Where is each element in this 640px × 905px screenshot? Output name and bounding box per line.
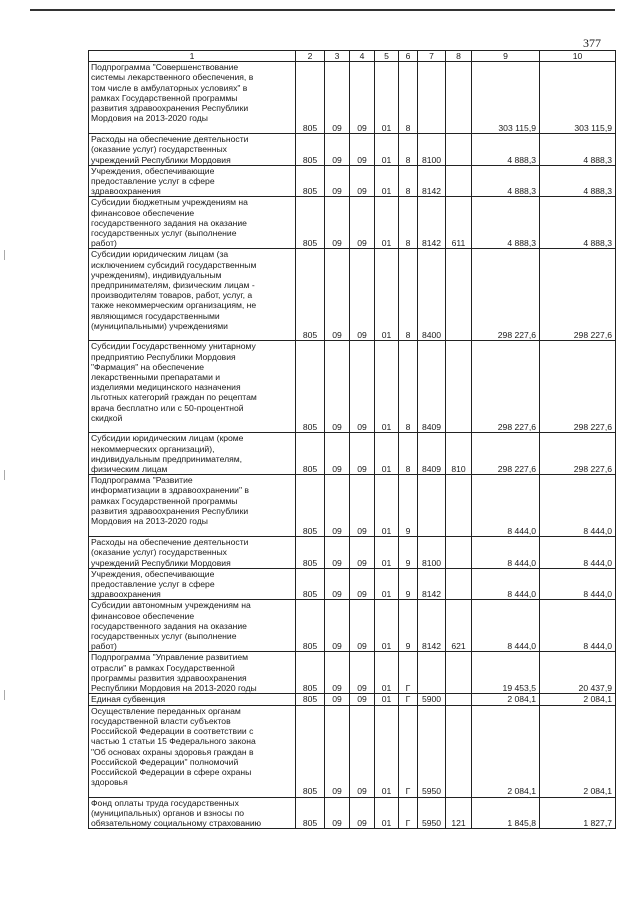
- amount-cell: 8 444,0: [540, 537, 616, 569]
- code-cell: 805: [296, 568, 325, 600]
- code-cell: 09: [350, 797, 375, 829]
- amount-cell: 4 888,3: [540, 165, 616, 197]
- table-row: [89, 433, 616, 475]
- code-cell: 01: [375, 62, 399, 134]
- code-cell: 01: [375, 341, 399, 433]
- code-cell: [446, 249, 472, 341]
- code-cell: 09: [350, 341, 375, 433]
- code-cell: 8400: [418, 249, 446, 341]
- table-row: [89, 165, 616, 197]
- code-cell: 8142: [418, 600, 446, 652]
- code-cell: [446, 134, 472, 166]
- code-cell: [446, 62, 472, 134]
- page-number: 377: [583, 36, 601, 50]
- code-cell: 01: [375, 652, 399, 694]
- code-cell: 01: [375, 797, 399, 829]
- code-cell: 09: [325, 652, 350, 694]
- amount-cell: 8 444,0: [540, 568, 616, 600]
- code-cell: 121: [446, 797, 472, 829]
- code-cell: 805: [296, 433, 325, 475]
- code-cell: 8: [399, 197, 418, 249]
- code-cell: 01: [375, 537, 399, 569]
- amount-cell: 298 227,6: [540, 341, 616, 433]
- column-header-5: 5: [375, 51, 399, 62]
- code-cell: 09: [350, 537, 375, 569]
- code-cell: 09: [325, 475, 350, 537]
- amount-cell: 4 888,3: [472, 134, 540, 166]
- amount-cell: 298 227,6: [472, 433, 540, 475]
- code-cell: 8100: [418, 134, 446, 166]
- code-cell: Г: [399, 694, 418, 705]
- table-row: [89, 249, 616, 341]
- row-description: Учреждения, обеспечивающие предоставление услуг в сфере здравоохранения: [89, 165, 296, 197]
- code-cell: 8409: [418, 433, 446, 475]
- code-cell: 805: [296, 165, 325, 197]
- code-cell: 01: [375, 475, 399, 537]
- code-cell: 09: [350, 249, 375, 341]
- code-cell: 09: [325, 134, 350, 166]
- amount-cell: 4 888,3: [540, 134, 616, 166]
- code-cell: 09: [350, 165, 375, 197]
- table-row: [89, 62, 616, 134]
- column-header-10: 10: [540, 51, 616, 62]
- column-header-1: 1: [89, 51, 296, 62]
- amount-cell: 20 437,9: [540, 652, 616, 694]
- code-cell: 5900: [418, 694, 446, 705]
- code-cell: 01: [375, 134, 399, 166]
- code-cell: 01: [375, 694, 399, 705]
- code-cell: 01: [375, 165, 399, 197]
- code-cell: 805: [296, 197, 325, 249]
- row-description: Подпрограмма "Управление развитием отрасли" в рамках Государственной программы развития здравоохранения Республики Мордовия на 2013-2020 годы: [89, 652, 296, 694]
- table-row: [89, 537, 616, 569]
- row-description: Субсидии Государственному унитарному предприятию Республики Мордовия "Фармация" на обеспечение лекарственными препаратами и изделиями медицинского назначения льготных категорий граждан по рецептам врача бесплатно или с 50-процентной скидкой: [89, 341, 296, 433]
- code-cell: 805: [296, 600, 325, 652]
- code-cell: 09: [325, 341, 350, 433]
- margin-mark: [4, 250, 5, 260]
- code-cell: 09: [350, 134, 375, 166]
- table-row: [89, 475, 616, 537]
- code-cell: 8409: [418, 341, 446, 433]
- amount-cell: 2 084,1: [472, 705, 540, 797]
- code-cell: 01: [375, 705, 399, 797]
- amount-cell: 1 827,7: [540, 797, 616, 829]
- code-cell: [446, 652, 472, 694]
- code-cell: 8142: [418, 568, 446, 600]
- row-description: Фонд оплаты труда государственных (муниципальных) органов и взносы по обязательному социальному страхованию: [89, 797, 296, 829]
- code-cell: 5950: [418, 705, 446, 797]
- code-cell: 01: [375, 600, 399, 652]
- amount-cell: 4 888,3: [472, 165, 540, 197]
- amount-cell: 303 115,9: [472, 62, 540, 134]
- margin-mark: [4, 690, 5, 700]
- code-cell: 805: [296, 652, 325, 694]
- amount-cell: 8 444,0: [472, 475, 540, 537]
- code-cell: 01: [375, 197, 399, 249]
- table-header-row: [89, 51, 616, 62]
- row-description: Единая субвенция: [89, 694, 296, 705]
- code-cell: 8: [399, 134, 418, 166]
- code-cell: [418, 62, 446, 134]
- row-description: Подпрограмма "Совершенствование системы лекарственного обеспечения, в том числе в амбулаторных условиях" в рамках Государственной программы развития здравоохранения Республики Мордовия на 2013-2020 годы: [89, 62, 296, 134]
- code-cell: 09: [350, 568, 375, 600]
- column-header-2: 2: [296, 51, 325, 62]
- code-cell: 09: [325, 537, 350, 569]
- code-cell: Г: [399, 705, 418, 797]
- table-row: [89, 341, 616, 433]
- code-cell: 805: [296, 249, 325, 341]
- code-cell: 09: [325, 568, 350, 600]
- row-description: Расходы на обеспечение деятельности (оказание услуг) государственных учреждений Республики Мордовия: [89, 537, 296, 569]
- code-cell: 805: [296, 705, 325, 797]
- code-cell: 611: [446, 197, 472, 249]
- code-cell: 09: [325, 797, 350, 829]
- amount-cell: 8 444,0: [472, 537, 540, 569]
- code-cell: 09: [350, 433, 375, 475]
- code-cell: [446, 475, 472, 537]
- margin-mark: [4, 470, 5, 480]
- column-header-6: 6: [399, 51, 418, 62]
- code-cell: 9: [399, 568, 418, 600]
- code-cell: 09: [325, 165, 350, 197]
- code-cell: [446, 341, 472, 433]
- amount-cell: 2 084,1: [540, 705, 616, 797]
- code-cell: 09: [325, 600, 350, 652]
- amount-cell: 298 227,6: [472, 249, 540, 341]
- code-cell: 09: [325, 433, 350, 475]
- table-row: [89, 134, 616, 166]
- column-header-4: 4: [350, 51, 375, 62]
- code-cell: 805: [296, 341, 325, 433]
- amount-cell: 4 888,3: [540, 197, 616, 249]
- code-cell: 8142: [418, 165, 446, 197]
- table-row: [89, 797, 616, 829]
- code-cell: 09: [350, 705, 375, 797]
- code-cell: 09: [325, 197, 350, 249]
- table-row: [89, 600, 616, 652]
- row-description: Расходы на обеспечение деятельности (оказание услуг) государственных учреждений Республики Мордовия: [89, 134, 296, 166]
- code-cell: 9: [399, 537, 418, 569]
- code-cell: 09: [350, 62, 375, 134]
- code-cell: 09: [350, 694, 375, 705]
- code-cell: 805: [296, 537, 325, 569]
- code-cell: 01: [375, 568, 399, 600]
- code-cell: 5950: [418, 797, 446, 829]
- code-cell: 01: [375, 249, 399, 341]
- amount-cell: 8 444,0: [472, 600, 540, 652]
- top-scan-rule: [30, 9, 615, 11]
- amount-cell: 19 453,5: [472, 652, 540, 694]
- code-cell: 805: [296, 797, 325, 829]
- row-description: Учреждения, обеспечивающие предоставление услуг в сфере здравоохранения: [89, 568, 296, 600]
- code-cell: 01: [375, 433, 399, 475]
- amount-cell: 298 227,6: [472, 341, 540, 433]
- table-row: [89, 652, 616, 694]
- column-header-3: 3: [325, 51, 350, 62]
- code-cell: [446, 568, 472, 600]
- table-row: [89, 568, 616, 600]
- code-cell: 09: [325, 62, 350, 134]
- code-cell: 8: [399, 341, 418, 433]
- code-cell: 621: [446, 600, 472, 652]
- budget-table: [88, 50, 616, 829]
- row-description: Субсидии юридическим лицам (кроме некоммерческих организаций), индивидуальным предпринимателям, физическим лицам: [89, 433, 296, 475]
- code-cell: 810: [446, 433, 472, 475]
- table-body: [89, 62, 616, 829]
- row-description: Субсидии бюджетным учреждениям на финансовое обеспечение государственного задания на оказание государственных услуг (выполнение работ): [89, 197, 296, 249]
- code-cell: [446, 705, 472, 797]
- amount-cell: 298 227,6: [540, 249, 616, 341]
- amount-cell: 303 115,9: [540, 62, 616, 134]
- code-cell: 8100: [418, 537, 446, 569]
- table-row: [89, 705, 616, 797]
- column-header-9: 9: [472, 51, 540, 62]
- code-cell: 805: [296, 62, 325, 134]
- code-cell: [446, 165, 472, 197]
- code-cell: [418, 475, 446, 537]
- row-description: Осуществление переданных органам государственной власти субъектов Российской Федерации в соответствии с частью 1 статьи 15 Федерального закона "Об основах охраны здоровья граждан в Российской Федерации" полномочий Российской Федерации в сфере охраны здоровья: [89, 705, 296, 797]
- amount-cell: 4 888,3: [472, 197, 540, 249]
- amount-cell: 2 084,1: [540, 694, 616, 705]
- code-cell: [446, 537, 472, 569]
- row-description: Субсидии автономным учреждениям на финансовое обеспечение государственного задания на оказание государственных услуг (выполнение работ): [89, 600, 296, 652]
- amount-cell: 298 227,6: [540, 433, 616, 475]
- code-cell: Г: [399, 652, 418, 694]
- code-cell: 8: [399, 165, 418, 197]
- amount-cell: 8 444,0: [472, 568, 540, 600]
- code-cell: Г: [399, 797, 418, 829]
- code-cell: [446, 694, 472, 705]
- code-cell: 09: [350, 475, 375, 537]
- table-row: [89, 197, 616, 249]
- code-cell: 09: [325, 249, 350, 341]
- code-cell: 8: [399, 62, 418, 134]
- amount-cell: 8 444,0: [540, 600, 616, 652]
- table-row: [89, 694, 616, 705]
- code-cell: [418, 652, 446, 694]
- code-cell: 09: [350, 652, 375, 694]
- code-cell: 9: [399, 475, 418, 537]
- code-cell: 8: [399, 433, 418, 475]
- code-cell: 805: [296, 694, 325, 705]
- row-description: Подпрограмма "Развитие информатизации в здравоохранении" в рамках Государственной программы развития здравоохранения Республики Мордовия на 2013-2020 годы: [89, 475, 296, 537]
- amount-cell: 1 845,8: [472, 797, 540, 829]
- code-cell: 09: [325, 694, 350, 705]
- code-cell: 8142: [418, 197, 446, 249]
- code-cell: 09: [350, 600, 375, 652]
- code-cell: 09: [325, 705, 350, 797]
- column-header-7: 7: [418, 51, 446, 62]
- row-description: Субсидии юридическим лицам (за исключением субсидий государственным учреждениям), индивидуальным предпринимателям, физическим лицам - производителям товаров, работ, услуг, а также некоммерческим организациям, не являющимся государственными (муниципальными) учреждениями: [89, 249, 296, 341]
- code-cell: 805: [296, 475, 325, 537]
- amount-cell: 8 444,0: [540, 475, 616, 537]
- column-header-8: 8: [446, 51, 472, 62]
- code-cell: 9: [399, 600, 418, 652]
- code-cell: 805: [296, 134, 325, 166]
- amount-cell: 2 084,1: [472, 694, 540, 705]
- code-cell: 09: [350, 197, 375, 249]
- code-cell: 8: [399, 249, 418, 341]
